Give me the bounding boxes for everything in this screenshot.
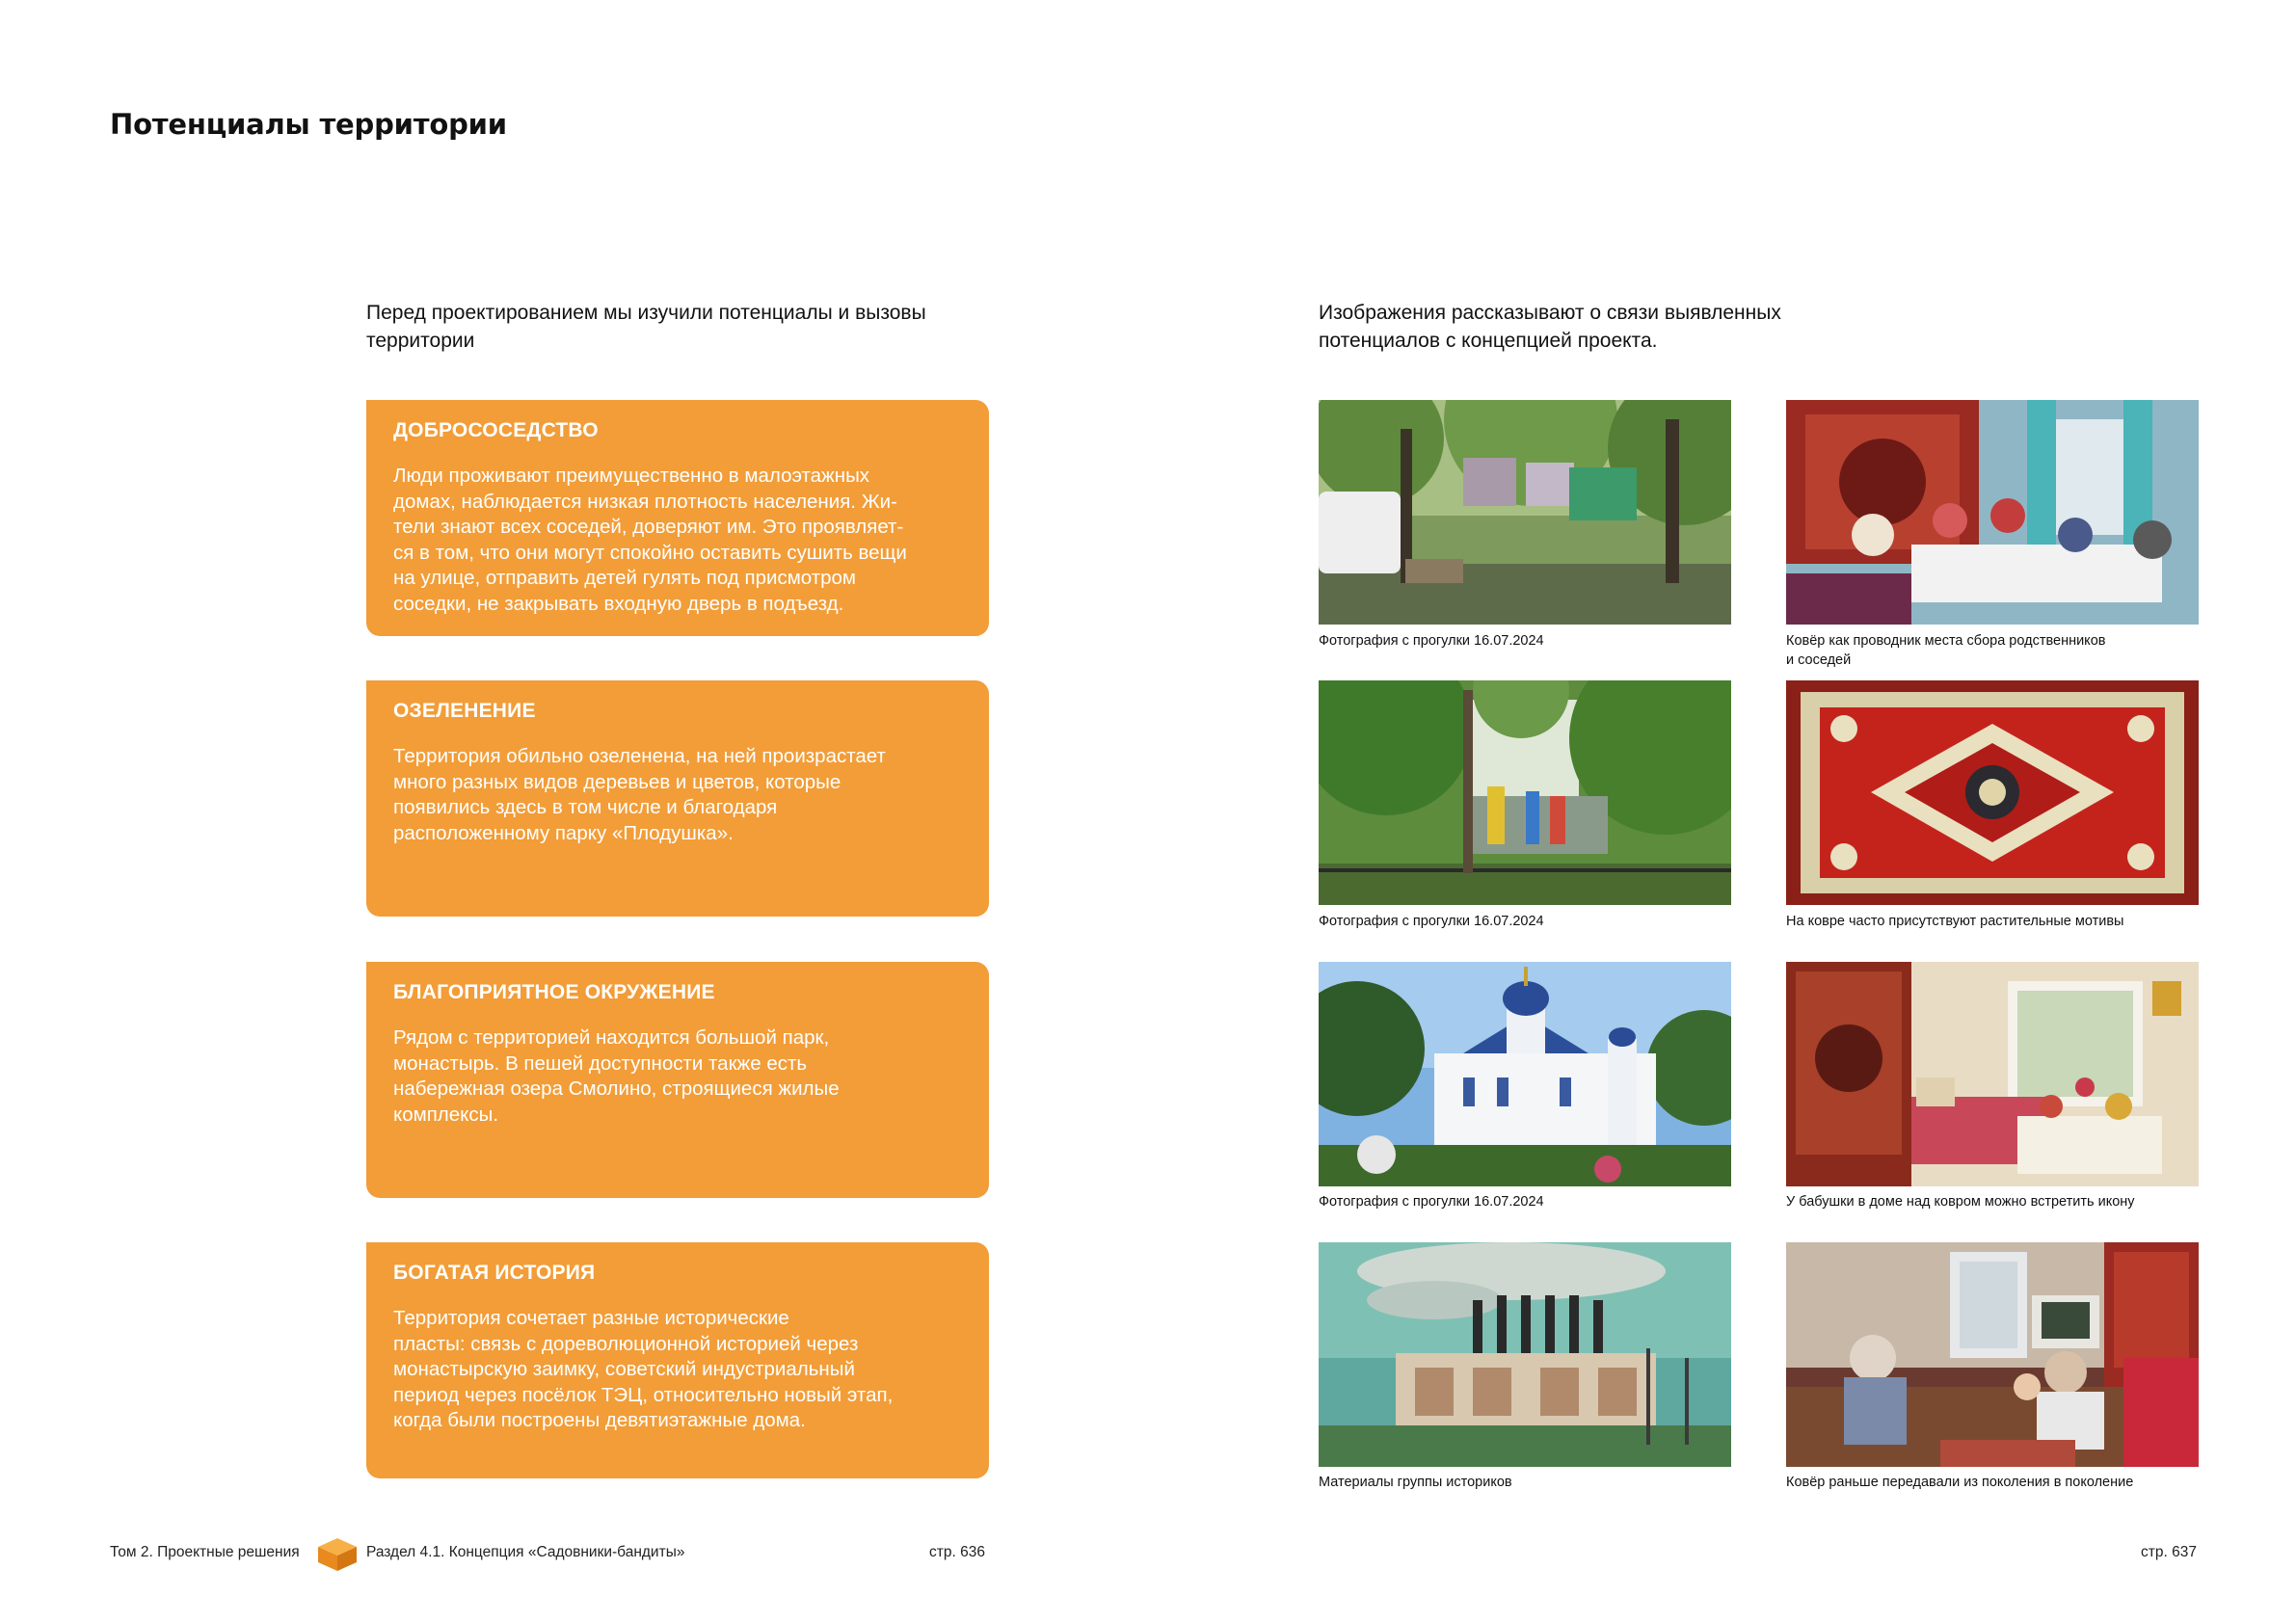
page-title: Потенциалы территории — [110, 108, 507, 141]
photo-caption: На ковре часто присутствуют растительные мотивы — [1786, 914, 2124, 929]
card-text: Территория обильно озеленена, на ней произрастает много разных видов деревьев и цветов, которые появились здесь в том числе и благодаря расположенному парку «Плодушка». — [393, 745, 886, 844]
photo-family-livingroom — [1786, 1242, 2199, 1467]
photo-family-carpet — [1786, 400, 2199, 625]
card-text: Люди проживают преимущественно в малоэтажных домах, наблюдается низкая плотность населения. Жи- тели знают всех соседей, доверяют им. Это проявляет- ся в том, что они могут спокойно оставить сушить вещи на улице, отправить детей гулять под присмотром соседки, не закрывать входную дверь в подъезд. — [393, 465, 907, 615]
photo-caption: Фотография с прогулки 16.07.2024 — [1319, 1194, 1544, 1210]
card-title: БОГАТАЯ ИСТОРИЯ — [393, 1262, 596, 1284]
card-favorable-surroundings — [366, 962, 989, 1198]
card-title: БЛАГОПРИЯТНОЕ ОКРУЖЕНИЕ — [393, 981, 715, 1003]
intro-left-text: Перед проектированием мы изучили потенциалы и вызовы территории — [366, 302, 926, 352]
card-greenery — [366, 680, 989, 917]
footer-volume: Том 2. Проектные решения — [110, 1544, 300, 1560]
photo-historic-power-plant — [1319, 1242, 1731, 1467]
card-text: Территория сочетает разные исторические пласты: связь с дореволюционной историей через монастырскую заимку, советский индустриальный период через посёлок ТЭЦ, относительно новый этап, когда были построены девятиэтажные дома. — [393, 1307, 894, 1431]
photo-caption: Материалы группы историков — [1319, 1475, 1512, 1490]
card-good-neighborhood — [366, 400, 989, 636]
card-title: ДОБРОСОСЕДСТВО — [393, 419, 599, 441]
photo-grandmother-room — [1786, 962, 2199, 1186]
photo-caption: У бабушки в доме над ковром можно встретить икону — [1786, 1194, 2135, 1210]
photo-caption: Ковёр раньше передавали из поколения в поколение — [1786, 1475, 2134, 1490]
card-text: Рядом с территорией находится большой парк, монастырь. В пешей доступности также есть набережная озера Смолино, строящиеся жилые комплексы. — [393, 1026, 840, 1126]
photo-caption: Фотография с прогулки 16.07.2024 — [1319, 914, 1544, 929]
photo-red-carpet — [1786, 680, 2199, 905]
card-rich-history — [366, 1242, 989, 1478]
footer-section: Раздел 4.1. Концепция «Садовники-бандиты» — [366, 1544, 685, 1560]
footer-page-right: стр. 637 — [2141, 1544, 2197, 1560]
photo-caption: Фотография с прогулки 16.07.2024 — [1319, 633, 1544, 649]
photo-caption: Ковёр как проводник места сбора родственников и соседей — [1786, 633, 2106, 668]
photo-yard-laundry — [1319, 400, 1731, 625]
cube-logo-icon — [316, 1536, 359, 1573]
footer-page-left: стр. 636 — [929, 1544, 985, 1560]
card-title: ОЗЕЛЕНЕНИЕ — [393, 700, 536, 722]
photo-church — [1319, 962, 1731, 1186]
photo-park-playground — [1319, 680, 1731, 905]
intro-right-text: Изображения рассказывают о связи выявленных потенциалов с концепцией проекта. — [1319, 302, 1781, 352]
